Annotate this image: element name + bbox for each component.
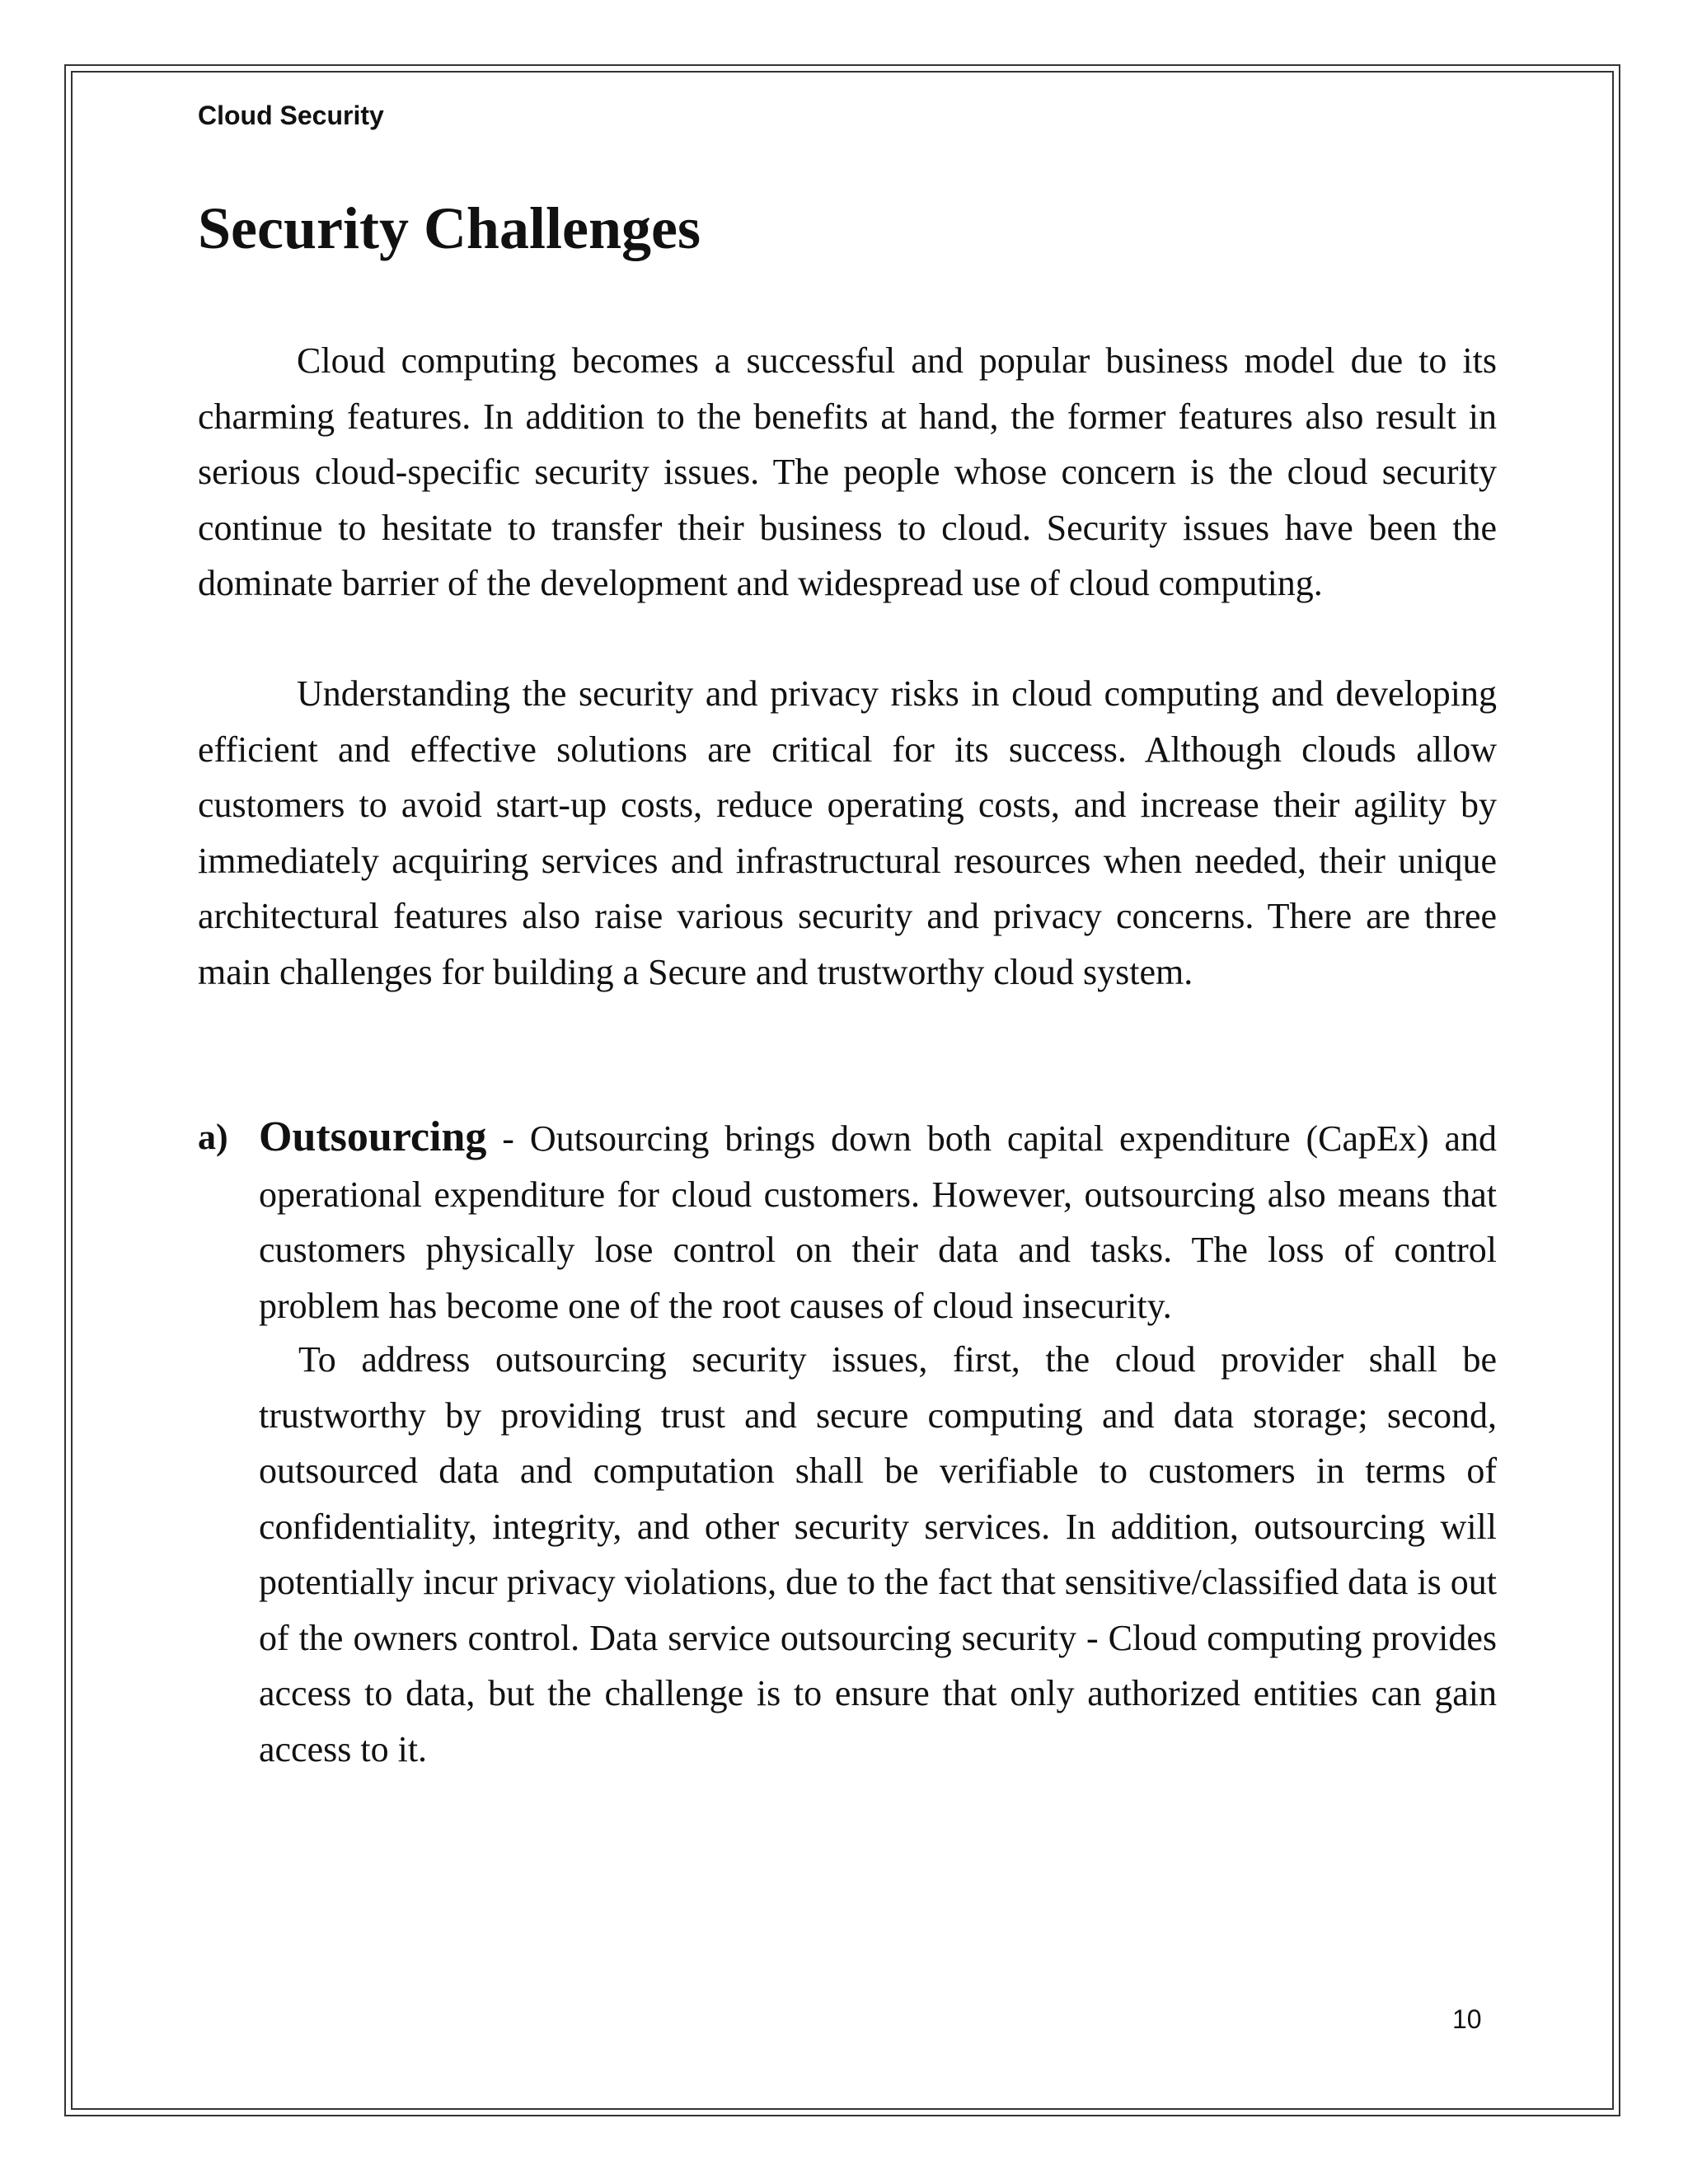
list-marker: a)	[198, 1117, 228, 1157]
list-item-lead-text: - Outsourcing brings down both capital expenditure (CapEx) and operational expenditure for cloud customers. However, outsourcing also means that customers physically lose control on their data and tasks. The loss of control problem has become one of the root causes of cloud insecurity.	[259, 1118, 1497, 1326]
body-paragraph-2: Understanding the security and privacy risks in cloud computing and developing efficient and effective solutions are critical for its success. Although clouds allow customers to avoid start-up costs, reduce operating costs, and increase their agility by immediately acquiring services and infrastructural resources when needed, their unique architectural features also raise various security and privacy concerns. There are three main challenges for building a Secure and trustworthy cloud system.	[198, 673, 1497, 992]
running-header: Cloud Security	[198, 101, 384, 130]
body-paragraph-1: Cloud computing becomes a successful and popular business model due to its charming features. In addition to the benefits at hand, the former features also result in serious cloud-specific security issues. The people whose concern is the cloud security continue to hesitate to transfer their business to cloud. Security issues have been the dominate barrier of the development and widespread use of cloud computing.	[198, 340, 1497, 603]
list-item-lead-paragraph	[259, 1109, 1497, 1333]
list-item-continuation-paragraph: To address outsourcing security issues, first, the cloud provider shall be trustworthy by providing trust and secure computing and data storage; second, outsourced data and computation shall be verifiable to customers in terms of confidentiality, integrity, and other security services. In addition, outsourcing will potentially incur privacy violations, due to the fact that sensitive/classified data is out of the owners control. Data service outsourcing security - Cloud computing provides access to data, but the challenge is to ensure that only authorized entities can gain access to it.	[259, 1339, 1497, 1769]
list-item-term: Outsourcing	[259, 1113, 487, 1160]
page-number: 10	[1452, 2004, 1482, 2034]
page-title: Security Challenges	[198, 195, 701, 261]
